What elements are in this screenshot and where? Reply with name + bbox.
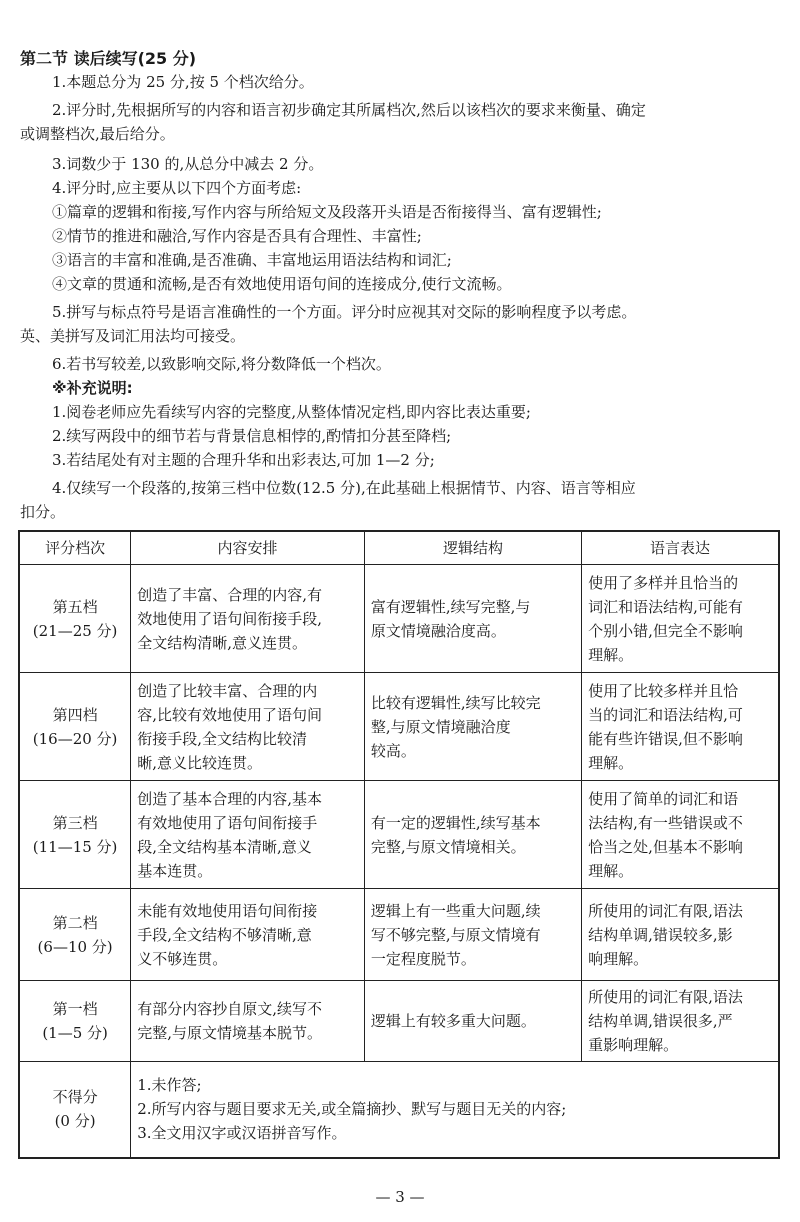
paragraph-line: ①篇章的逻辑和衔接,写作内容与所给短文及段落开头语是否衔接得当、富有逻辑性; xyxy=(52,203,602,221)
language-cell xyxy=(582,981,779,1062)
paragraph-line: 3.若结尾处有对主题的合理升华和出彩表达,可加 1—2 分; xyxy=(52,451,435,469)
level-cell xyxy=(19,889,131,981)
cell-line: 写不够完整,与原文情境有 xyxy=(370,925,541,944)
level-range: (0 分) xyxy=(54,1112,96,1131)
paragraph-line: 5.拼写与标点符号是语言准确性的一个方面。评分时应视其对交际的影响程度予以考虑。 xyxy=(52,303,637,321)
cell-line: 未能有效地使用语句间衔接 xyxy=(137,901,318,920)
cell-line: 有效地使用了语句间衔接手 xyxy=(137,813,318,832)
cell-line: 晰,意义比较连贯。 xyxy=(137,753,262,772)
cell-line: 逻辑上有较多重大问题。 xyxy=(370,1012,536,1030)
level-range: (16—20 分) xyxy=(32,729,118,748)
cell-line: 法结构,有一些错误或不 xyxy=(588,813,743,832)
instruction-paragraph xyxy=(20,448,782,472)
logic-cell xyxy=(364,889,581,981)
no-score-criteria xyxy=(131,1062,779,1158)
paragraph-line: 6.若书写较差,以致影响交际,将分数降低一个档次。 xyxy=(52,355,391,373)
language-cell xyxy=(582,781,779,889)
instruction-paragraph xyxy=(20,352,782,376)
cell-line: 理解。 xyxy=(588,753,634,772)
cell-line: 比较有逻辑性,续写比较完 xyxy=(370,693,541,712)
level-range: (11—15 分) xyxy=(32,837,118,856)
instruction-paragraph xyxy=(20,272,782,296)
paragraph-line: ④文章的贯通和流畅,是否有效地使用语句间的连接成分,使行文流畅。 xyxy=(52,275,512,293)
cell-line: 完整,与原文情境相关。 xyxy=(370,837,526,856)
cell-line: 基本连贯。 xyxy=(137,861,213,880)
rubric-table xyxy=(18,530,780,1159)
rubric-header-row xyxy=(19,531,779,565)
cell-line: 有部分内容抄自原文,续写不 xyxy=(137,1000,322,1018)
rubric-row xyxy=(19,565,779,673)
cell-line: 理解。 xyxy=(588,645,634,664)
language-cell xyxy=(582,889,779,981)
cell-line: 创造了丰富、合理的内容,有 xyxy=(137,585,322,604)
paragraph-line: ※补充说明: xyxy=(52,379,133,397)
rubric-row-no-score xyxy=(19,1062,779,1158)
cell-line: 结构单调,错误较多,影 xyxy=(588,925,733,944)
cell-line: 创造了比较丰富、合理的内 xyxy=(137,681,318,700)
rubric-row xyxy=(19,673,779,781)
cell-line: 能有些许错误,但不影响 xyxy=(588,729,743,748)
cell-line: 恰当之处,但基本不影响 xyxy=(588,837,743,856)
paragraph-line: 2.评分时,先根据所写的内容和语言初步确定其所属档次,然后以该档次的要求来衡量、确定 xyxy=(52,101,646,119)
paragraph-line: 英、美拼写及词汇用法均可接受。 xyxy=(20,327,246,345)
rubric-row xyxy=(19,981,779,1062)
paragraph-line: 1.阅卷老师应先看续写内容的完整度,从整体情况定档,即内容比表达重要; xyxy=(52,403,531,421)
content-cell xyxy=(131,889,365,981)
instruction-paragraph xyxy=(20,224,782,248)
cell-line: 3.全文用汉字或汉语拼音写作。 xyxy=(137,1124,347,1143)
instruction-paragraph xyxy=(20,300,782,348)
cell-line: 完整,与原文情境基本脱节。 xyxy=(137,1024,322,1042)
instruction-paragraph xyxy=(20,248,782,272)
cell-line: 义不够连贯。 xyxy=(137,949,228,968)
cell-line: 个别小错,但完全不影响 xyxy=(588,621,743,640)
cell-line: 整,与原文情境融洽度 xyxy=(370,717,511,736)
level-name: 不得分 xyxy=(52,1088,98,1107)
cell-line: 理解。 xyxy=(588,861,634,880)
logic-cell xyxy=(364,981,581,1062)
cell-line: 1.未作答; xyxy=(137,1076,202,1095)
level-range: (1—5 分) xyxy=(42,1024,108,1042)
cell-line: 词汇和语法结构,可能有 xyxy=(588,597,743,616)
cell-line: 所使用的词汇有限,语法 xyxy=(588,988,743,1006)
cell-line: 段,全文结构基本清晰,意义 xyxy=(137,837,312,856)
paragraph-line: ②情节的推进和融洽,写作内容是否具有合理性、丰富性; xyxy=(52,227,422,245)
paragraph-line: 扣分。 xyxy=(20,503,66,521)
paragraph-line: ③语言的丰富和准确,是否准确、丰富地运用语法结构和词汇; xyxy=(52,251,452,269)
level-cell xyxy=(19,1062,131,1158)
level-range: (6—10 分) xyxy=(37,937,113,956)
instruction-paragraph xyxy=(20,70,782,94)
cell-line: 2.所写内容与题目要求无关,或全篇摘抄、默写与题目无关的内容; xyxy=(137,1100,567,1119)
paragraph-line: 2.续写两段中的细节若与背景信息相悖的,酌情扣分甚至降档; xyxy=(52,427,452,445)
logic-cell xyxy=(364,781,581,889)
cell-line: 手段,全文结构不够清晰,意 xyxy=(137,925,312,944)
level-name: 第三档 xyxy=(52,813,98,832)
paragraph-line: 4.评分时,应主要从以下四个方面考虑: xyxy=(52,179,302,197)
cell-line: 使用了简单的词汇和语 xyxy=(588,789,739,808)
instruction-paragraph xyxy=(20,424,782,448)
level-cell xyxy=(19,565,131,673)
rubric-row xyxy=(19,889,779,981)
cell-line: 当的词汇和语法结构,可 xyxy=(588,705,743,724)
cell-line: 原文情境融洽度高。 xyxy=(370,621,506,640)
header-level: 评分档次 xyxy=(19,531,131,565)
paragraph-line: 4.仅续写一个段落的,按第三档中位数(12.5 分),在此基础上根据情节、内容、语言等相应 xyxy=(52,479,636,497)
language-cell xyxy=(582,673,779,781)
cell-line: 所使用的词汇有限,语法 xyxy=(588,901,743,920)
cell-line: 容,比较有效地使用了语句间 xyxy=(137,705,322,724)
content-cell xyxy=(131,781,365,889)
page-number: — 3 — xyxy=(375,1188,425,1206)
cell-line: 使用了多样并且恰当的 xyxy=(588,573,739,592)
cell-line: 逻辑上有一些重大问题,续 xyxy=(370,901,541,920)
instruction-paragraph xyxy=(20,152,782,176)
level-name: 第四档 xyxy=(52,705,98,724)
logic-cell xyxy=(364,673,581,781)
level-cell xyxy=(19,781,131,889)
cell-line: 全文结构清晰,意义连贯。 xyxy=(137,633,307,652)
cell-line: 响理解。 xyxy=(588,949,649,968)
cell-line: 一定程度脱节。 xyxy=(370,949,476,968)
cell-line: 创造了基本合理的内容,基本 xyxy=(137,789,322,808)
cell-line: 衔接手段,全文结构比较清 xyxy=(137,729,307,748)
instruction-paragraph xyxy=(20,376,782,400)
cell-line: 结构单调,错误很多,严 xyxy=(588,1012,733,1030)
header-logic: 逻辑结构 xyxy=(364,531,581,565)
paragraph-line: 或调整档次,最后给分。 xyxy=(20,125,175,143)
cell-line: 重影响理解。 xyxy=(588,1036,679,1054)
level-name: 第五档 xyxy=(52,597,98,616)
cell-line: 使用了比较多样并且恰 xyxy=(588,681,739,700)
level-range: (21—25 分) xyxy=(32,621,118,640)
header-content: 内容安排 xyxy=(131,531,365,565)
instruction-paragraph xyxy=(20,400,782,424)
rubric-row xyxy=(19,781,779,889)
level-cell xyxy=(19,673,131,781)
instruction-paragraph xyxy=(20,176,782,200)
paragraph-line: 1.本题总分为 25 分,按 5 个档次给分。 xyxy=(52,73,314,91)
level-name: 第一档 xyxy=(52,1000,98,1018)
cell-line: 有一定的逻辑性,续写基本 xyxy=(370,813,541,832)
cell-line: 效地使用了语句间衔接手段, xyxy=(137,609,322,628)
header-language: 语言表达 xyxy=(582,531,779,565)
instruction-paragraph xyxy=(20,98,782,146)
instruction-paragraph xyxy=(20,200,782,224)
content-cell xyxy=(131,673,365,781)
content-cell xyxy=(131,565,365,673)
cell-line: 较高。 xyxy=(370,741,416,760)
section-title: 第二节 读后续写(25 分) xyxy=(20,49,197,68)
cell-line: 富有逻辑性,续写完整,与 xyxy=(370,597,531,616)
paragraph-line: 3.词数少于 130 的,从总分中减去 2 分。 xyxy=(52,155,324,173)
content-cell xyxy=(131,981,365,1062)
level-name: 第二档 xyxy=(52,913,98,932)
language-cell xyxy=(582,565,779,673)
instruction-paragraph xyxy=(20,476,782,524)
logic-cell xyxy=(364,565,581,673)
level-cell xyxy=(19,981,131,1062)
